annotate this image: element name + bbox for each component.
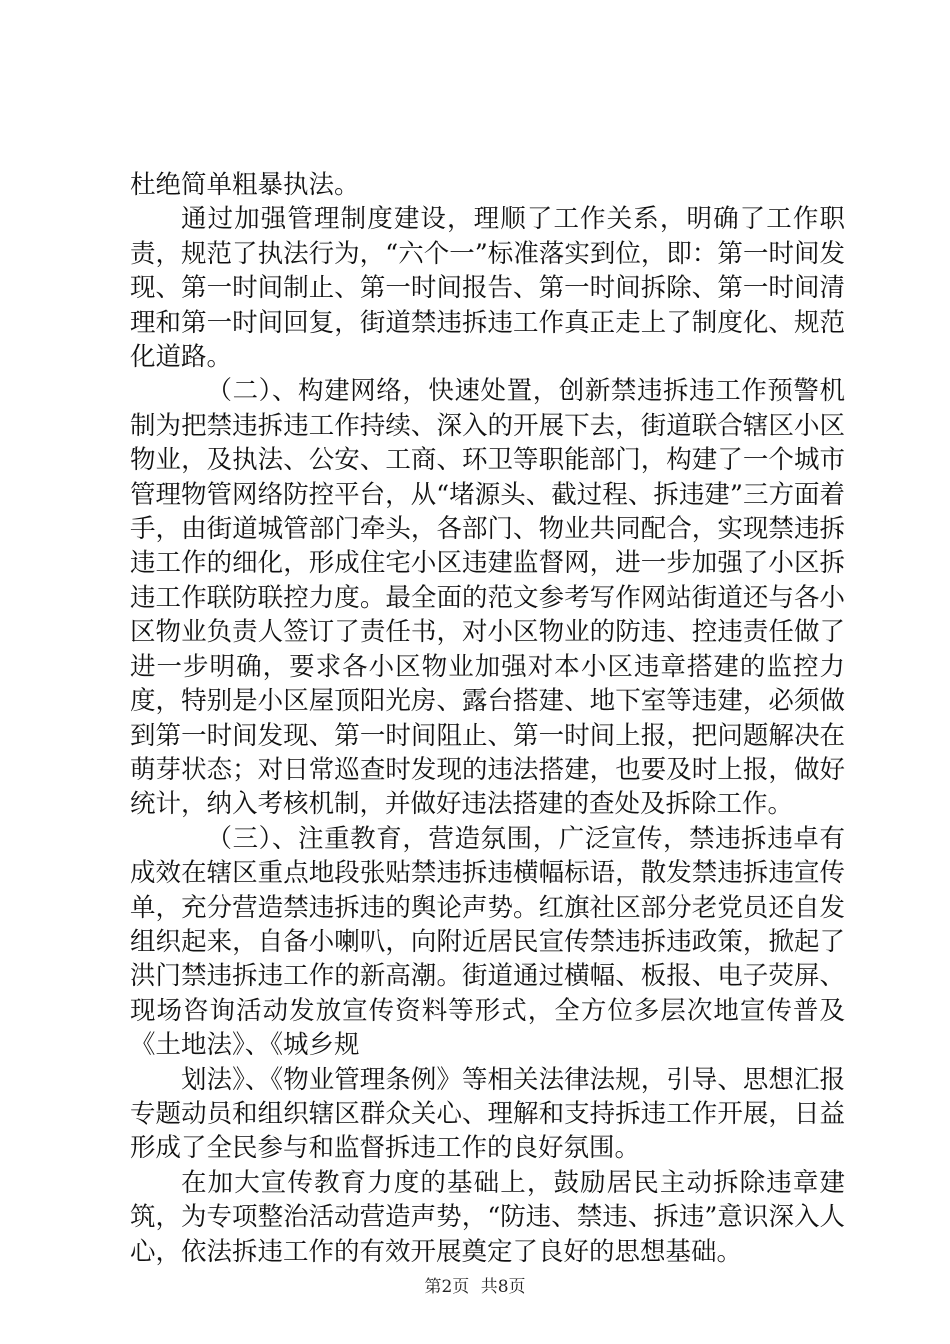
document-body — [130, 168, 845, 1269]
page-total: 共8页 — [480, 1277, 526, 1297]
paragraph-section-two: （二）、构建网络，快速处置，创新禁违拆违工作预警机制为把禁违拆违工作持续、深入的开展下去，街道联合辖区小区物业，及执法、公安、工商、环卫等职能部门，构建了一个城市管理物管网络防控平台，从“堵源头、截过程、拆违建”三方面着手，由街道城管部门牵头，各部门、物业共同配合，实现禁违拆违工作的细化，形成住宅小区违建监督网，进一步加强了小区拆违工作联防联控力度。最全面的范文参考写作网站街道还与各小区物业负责人签订了责任书，对小区物业的防违、控违责任做了进一步明确，要求各小区物业加强对本小区违章搭建的监控力度，特别是小区屋顶阳光房、露台搭建、地下室等违建，必须做到第一时间发现、第一时间阻止、第一时间上报，把问题解决在萌芽状态；对日常巡查时发现的违法搭建，也要及时上报，做好统计，纳入考核机制，并做好违法搭建的查处及拆除工作。 — [130, 376, 845, 820]
paragraph-conclusion: 在加大宣传教育力度的基础上，鼓励居民主动拆除违章建筑，为专项整治活动营造声势，“防违、禁违、拆违”意识深入人心，依法拆违工作的有效开展奠定了良好的思想基础。 — [130, 1167, 845, 1267]
page-number: 第2页 — [424, 1277, 470, 1297]
paragraph-laws: 划法》、《物业管理条例》等相关法律法规，引导、思想汇报专题动员和组织辖区群众关心、理解和支持拆违工作开展，日益形成了全民参与和监督拆违工作的良好氛围。 — [130, 1064, 845, 1164]
page-footer — [0, 1272, 950, 1297]
paragraph-section-three: （三）、注重教育，营造氛围，广泛宣传，禁违拆违卓有成效在辖区重点地段张贴禁违拆违横幅标语，散发禁违拆违宣传单，充分营造禁违拆违的舆论声势。红旗社区部分老党员还自发组织起来，自备小喇叭，向附近居民宣传禁违拆违政策，掀起了洪门禁违拆违工作的新高潮。街道通过横幅、板报、电子荧屏、现场咨询活动发放宣传资料等形式，全方位多层次地宣传普及《土地法》、《城乡规 — [130, 823, 845, 1061]
paragraph-continuation: 杜绝简单粗暴执法。 — [130, 170, 360, 200]
paragraph-management-system: 通过加强管理制度建设，理顺了工作关系，明确了工作职责，规范了执法行为，“六个一”标准落实到位，即：第一时间发现、第一时间制止、第一时间报告、第一时间拆除、第一时间清理和第一时间回复，街道禁违拆违工作真正走上了制度化、规范化道路。 — [130, 204, 845, 373]
